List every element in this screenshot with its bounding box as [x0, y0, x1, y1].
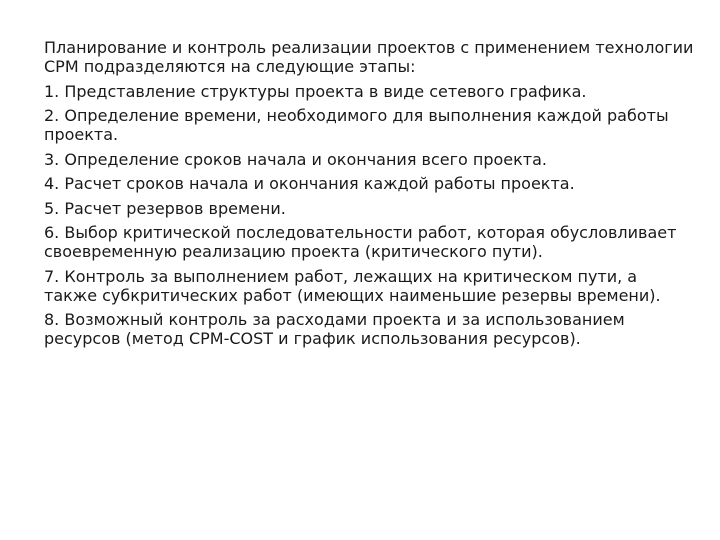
step-8: 8. Возможный контроль за расходами проекта и за использованием ресурсов (метод CPM-COST и график использования ресурсов). [44, 310, 625, 348]
intro-paragraph: Планирование и контроль реализации проектов с применением технологии СРМ подразделяются на следующие этапы: [44, 38, 694, 76]
step-2: 2. Определение времени, необходимого для выполнения каждой работы проекта. [44, 106, 669, 144]
step-3: 3. Определение сроков начала и окончания всего проекта. [44, 149, 548, 169]
step-6: 6. Выбор критической последовательности работ, которая обусловливает своевременную реализацию проекта (критического пути). [44, 223, 677, 261]
step-1: 1. Представление структуры проекта в виде сетевого графика. [44, 81, 587, 101]
slide-body-text [44, 38, 694, 354]
step-5: 5. Расчет резервов времени. [44, 198, 286, 218]
step-4: 4. Расчет сроков начала и окончания каждой работы проекта. [44, 174, 575, 193]
step-7: 7. Контроль за выполнением работ, лежащих на критическом пути, а также субкритических работ (имеющих наименьшие резервы времени). [44, 266, 661, 305]
